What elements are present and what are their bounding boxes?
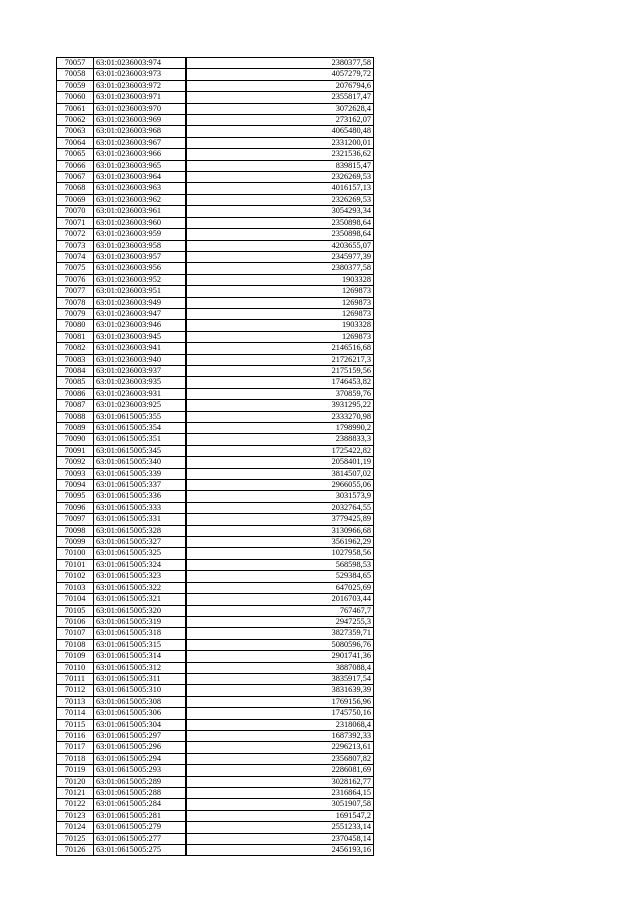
cadastral-value-cell: 4065480,48 bbox=[186, 126, 374, 137]
row-number-cell: 70067 bbox=[57, 172, 94, 183]
cadastral-value-cell: 1269873 bbox=[186, 331, 374, 342]
cadastral-value-cell: 370859,76 bbox=[186, 388, 374, 399]
cadastral-number-cell: 63:01:0615005:318 bbox=[94, 628, 186, 639]
row-number-cell: 70126 bbox=[57, 845, 94, 856]
row-number-cell: 70092 bbox=[57, 457, 94, 468]
row-number-cell: 70093 bbox=[57, 468, 94, 479]
cadastral-value-cell: 3814507,02 bbox=[186, 468, 374, 479]
table-row bbox=[57, 160, 374, 171]
row-number-cell: 70100 bbox=[57, 548, 94, 559]
cadastral-number-cell: 63:01:0236003:958 bbox=[94, 240, 186, 251]
table-row bbox=[57, 651, 374, 662]
cadastral-value-cell: 3779425,89 bbox=[186, 514, 374, 525]
row-number-cell: 70090 bbox=[57, 434, 94, 445]
cadastral-value-cell: 529384,65 bbox=[186, 571, 374, 582]
table-row bbox=[57, 263, 374, 274]
cadastral-value-cell: 3130966,68 bbox=[186, 525, 374, 536]
row-number-cell: 70109 bbox=[57, 651, 94, 662]
table-row bbox=[57, 251, 374, 262]
row-number-cell: 70061 bbox=[57, 103, 94, 114]
row-number-cell: 70117 bbox=[57, 742, 94, 753]
table-row bbox=[57, 822, 374, 833]
cadastral-value-cell: 1798990,2 bbox=[186, 423, 374, 434]
cadastral-number-cell: 63:01:0615005:312 bbox=[94, 662, 186, 673]
cadastral-value-cell: 3561962,29 bbox=[186, 537, 374, 548]
cadastral-number-cell: 63:01:0615005:277 bbox=[94, 833, 186, 844]
table-row bbox=[57, 445, 374, 456]
cadastral-value-table bbox=[56, 57, 374, 856]
row-number-cell: 70122 bbox=[57, 799, 94, 810]
cadastral-number-cell: 63:01:0615005:325 bbox=[94, 548, 186, 559]
table-row bbox=[57, 320, 374, 331]
row-number-cell: 70118 bbox=[57, 753, 94, 764]
cadastral-value-cell: 2370458,14 bbox=[186, 833, 374, 844]
table-row bbox=[57, 468, 374, 479]
row-number-cell: 70060 bbox=[57, 92, 94, 103]
cadastral-number-cell: 63:01:0615005:333 bbox=[94, 502, 186, 513]
row-number-cell: 70121 bbox=[57, 788, 94, 799]
row-number-cell: 70110 bbox=[57, 662, 94, 673]
cadastral-number-cell: 63:01:0615005:336 bbox=[94, 491, 186, 502]
table-row bbox=[57, 206, 374, 217]
cadastral-value-cell: 2966055,06 bbox=[186, 480, 374, 491]
row-number-cell: 70066 bbox=[57, 160, 94, 171]
table-row bbox=[57, 537, 374, 548]
table-row bbox=[57, 788, 374, 799]
cadastral-number-cell: 63:01:0236003:935 bbox=[94, 377, 186, 388]
cadastral-value-cell: 2356807,82 bbox=[186, 753, 374, 764]
cadastral-value-cell: 2321536,62 bbox=[186, 149, 374, 160]
row-number-cell: 70108 bbox=[57, 639, 94, 650]
row-number-cell: 70119 bbox=[57, 765, 94, 776]
cadastral-number-cell: 63:01:0236003:964 bbox=[94, 172, 186, 183]
cadastral-number-cell: 63:01:0236003:961 bbox=[94, 206, 186, 217]
row-number-cell: 70080 bbox=[57, 320, 94, 331]
cadastral-value-cell: 647025,69 bbox=[186, 582, 374, 593]
cadastral-number-cell: 63:01:0236003:968 bbox=[94, 126, 186, 137]
cadastral-number-cell: 63:01:0615005:328 bbox=[94, 525, 186, 536]
cadastral-value-cell: 2380377,58 bbox=[186, 263, 374, 274]
row-number-cell: 70111 bbox=[57, 673, 94, 684]
row-number-cell: 70095 bbox=[57, 491, 94, 502]
table-row bbox=[57, 377, 374, 388]
cadastral-number-cell: 63:01:0615005:351 bbox=[94, 434, 186, 445]
cadastral-number-cell: 63:01:0615005:288 bbox=[94, 788, 186, 799]
cadastral-value-cell: 2345977,39 bbox=[186, 251, 374, 262]
cadastral-number-cell: 63:01:0615005:310 bbox=[94, 685, 186, 696]
cadastral-number-cell: 63:01:0236003:967 bbox=[94, 137, 186, 148]
row-number-cell: 70088 bbox=[57, 411, 94, 422]
table-row bbox=[57, 480, 374, 491]
row-number-cell: 70101 bbox=[57, 559, 94, 570]
cadastral-value-cell: 2380377,58 bbox=[186, 58, 374, 69]
row-number-cell: 70094 bbox=[57, 480, 94, 491]
cadastral-number-cell: 63:01:0236003:969 bbox=[94, 115, 186, 126]
table-row bbox=[57, 365, 374, 376]
cadastral-value-cell: 3031573,9 bbox=[186, 491, 374, 502]
cadastral-value-cell: 3072628,4 bbox=[186, 103, 374, 114]
cadastral-number-cell: 63:01:0615005:345 bbox=[94, 445, 186, 456]
cadastral-value-cell: 3931295,22 bbox=[186, 400, 374, 411]
row-number-cell: 70069 bbox=[57, 194, 94, 205]
row-number-cell: 70076 bbox=[57, 274, 94, 285]
row-number-cell: 70097 bbox=[57, 514, 94, 525]
table-row bbox=[57, 719, 374, 730]
cadastral-number-cell: 63:01:0615005:354 bbox=[94, 423, 186, 434]
cadastral-number-cell: 63:01:0236003:946 bbox=[94, 320, 186, 331]
row-number-cell: 70078 bbox=[57, 297, 94, 308]
table-row bbox=[57, 514, 374, 525]
row-number-cell: 70073 bbox=[57, 240, 94, 251]
table-row bbox=[57, 331, 374, 342]
table-row bbox=[57, 343, 374, 354]
row-number-cell: 70070 bbox=[57, 206, 94, 217]
table-row bbox=[57, 354, 374, 365]
cadastral-value-cell: 767467,7 bbox=[186, 605, 374, 616]
table-row bbox=[57, 594, 374, 605]
cadastral-number-cell: 63:01:0615005:327 bbox=[94, 537, 186, 548]
table-row bbox=[57, 765, 374, 776]
row-number-cell: 70120 bbox=[57, 776, 94, 787]
cadastral-value-cell: 1903328 bbox=[186, 320, 374, 331]
table-row bbox=[57, 799, 374, 810]
row-number-cell: 70072 bbox=[57, 229, 94, 240]
cadastral-value-cell: 2146516,68 bbox=[186, 343, 374, 354]
cadastral-number-cell: 63:01:0236003:951 bbox=[94, 286, 186, 297]
row-number-cell: 70116 bbox=[57, 730, 94, 741]
row-number-cell: 70124 bbox=[57, 822, 94, 833]
cadastral-value-cell: 1903328 bbox=[186, 274, 374, 285]
table-row bbox=[57, 673, 374, 684]
row-number-cell: 70085 bbox=[57, 377, 94, 388]
cadastral-value-cell: 2296213,61 bbox=[186, 742, 374, 753]
row-number-cell: 70081 bbox=[57, 331, 94, 342]
row-number-cell: 70089 bbox=[57, 423, 94, 434]
cadastral-number-cell: 63:01:0236003:973 bbox=[94, 69, 186, 80]
cadastral-value-cell: 2947255,3 bbox=[186, 616, 374, 627]
cadastral-number-cell: 63:01:0615005:315 bbox=[94, 639, 186, 650]
row-number-cell: 70068 bbox=[57, 183, 94, 194]
cadastral-number-cell: 63:01:0615005:281 bbox=[94, 810, 186, 821]
table-row bbox=[57, 149, 374, 160]
cadastral-value-cell: 3028162,77 bbox=[186, 776, 374, 787]
table-row bbox=[57, 639, 374, 650]
cadastral-number-cell: 63:01:0236003:974 bbox=[94, 58, 186, 69]
row-number-cell: 70114 bbox=[57, 708, 94, 719]
row-number-cell: 70065 bbox=[57, 149, 94, 160]
cadastral-number-cell: 63:01:0615005:331 bbox=[94, 514, 186, 525]
table-row bbox=[57, 582, 374, 593]
table-row bbox=[57, 308, 374, 319]
cadastral-value-cell: 2076794,6 bbox=[186, 80, 374, 91]
cadastral-value-cell: 2032764,55 bbox=[186, 502, 374, 513]
cadastral-value-cell: 2355817,47 bbox=[186, 92, 374, 103]
cadastral-number-cell: 63:01:0236003:966 bbox=[94, 149, 186, 160]
table-row bbox=[57, 274, 374, 285]
cadastral-value-cell: 1691547,2 bbox=[186, 810, 374, 821]
cadastral-value-cell: 4203655,07 bbox=[186, 240, 374, 251]
cadastral-number-cell: 63:01:0615005:279 bbox=[94, 822, 186, 833]
cadastral-number-cell: 63:01:0236003:965 bbox=[94, 160, 186, 171]
cadastral-number-cell: 63:01:0615005:321 bbox=[94, 594, 186, 605]
row-number-cell: 70058 bbox=[57, 69, 94, 80]
table-row bbox=[57, 559, 374, 570]
table-row bbox=[57, 502, 374, 513]
cadastral-value-cell: 2175159,56 bbox=[186, 365, 374, 376]
cadastral-value-cell: 2326269,53 bbox=[186, 172, 374, 183]
cadastral-value-cell: 1745750,16 bbox=[186, 708, 374, 719]
table-row bbox=[57, 137, 374, 148]
cadastral-number-cell: 63:01:0236003:970 bbox=[94, 103, 186, 114]
cadastral-value-cell: 1269873 bbox=[186, 308, 374, 319]
cadastral-number-cell: 63:01:0615005:340 bbox=[94, 457, 186, 468]
cadastral-number-cell: 63:01:0236003:959 bbox=[94, 229, 186, 240]
row-number-cell: 70074 bbox=[57, 251, 94, 262]
document-page bbox=[56, 57, 374, 856]
row-number-cell: 70063 bbox=[57, 126, 94, 137]
cadastral-number-cell: 63:01:0615005:284 bbox=[94, 799, 186, 810]
cadastral-value-cell: 5080596,76 bbox=[186, 639, 374, 650]
cadastral-number-cell: 63:01:0236003:972 bbox=[94, 80, 186, 91]
table-row bbox=[57, 833, 374, 844]
cadastral-value-cell: 1687392,33 bbox=[186, 730, 374, 741]
cadastral-number-cell: 63:01:0615005:319 bbox=[94, 616, 186, 627]
row-number-cell: 70077 bbox=[57, 286, 94, 297]
cadastral-number-cell: 63:01:0615005:297 bbox=[94, 730, 186, 741]
row-number-cell: 70096 bbox=[57, 502, 94, 513]
cadastral-value-cell: 2350898,64 bbox=[186, 217, 374, 228]
cadastral-value-cell: 3054293,34 bbox=[186, 206, 374, 217]
cadastral-number-cell: 63:01:0615005:314 bbox=[94, 651, 186, 662]
table-row bbox=[57, 742, 374, 753]
cadastral-value-cell: 1269873 bbox=[186, 286, 374, 297]
cadastral-number-cell: 63:01:0615005:296 bbox=[94, 742, 186, 753]
table-row bbox=[57, 388, 374, 399]
cadastral-value-cell: 3835917,54 bbox=[186, 673, 374, 684]
cadastral-value-cell: 1725422,82 bbox=[186, 445, 374, 456]
cadastral-value-cell: 2316864,15 bbox=[186, 788, 374, 799]
table-row bbox=[57, 525, 374, 536]
row-number-cell: 70075 bbox=[57, 263, 94, 274]
cadastral-number-cell: 63:01:0615005:306 bbox=[94, 708, 186, 719]
cadastral-value-cell: 1769156,96 bbox=[186, 696, 374, 707]
table-row bbox=[57, 685, 374, 696]
cadastral-value-cell: 2016703,44 bbox=[186, 594, 374, 605]
table-row bbox=[57, 80, 374, 91]
table-row bbox=[57, 548, 374, 559]
row-number-cell: 70084 bbox=[57, 365, 94, 376]
row-number-cell: 70064 bbox=[57, 137, 94, 148]
table-row bbox=[57, 753, 374, 764]
row-number-cell: 70102 bbox=[57, 571, 94, 582]
row-number-cell: 70091 bbox=[57, 445, 94, 456]
row-number-cell: 70079 bbox=[57, 308, 94, 319]
cadastral-value-cell: 3887088,4 bbox=[186, 662, 374, 673]
table-row bbox=[57, 194, 374, 205]
table-row bbox=[57, 571, 374, 582]
cadastral-value-cell: 2551233,14 bbox=[186, 822, 374, 833]
row-number-cell: 70123 bbox=[57, 810, 94, 821]
table-row bbox=[57, 240, 374, 251]
cadastral-value-cell: 1269873 bbox=[186, 297, 374, 308]
cadastral-value-cell: 568598,53 bbox=[186, 559, 374, 570]
row-number-cell: 70112 bbox=[57, 685, 94, 696]
row-number-cell: 70103 bbox=[57, 582, 94, 593]
table-row bbox=[57, 616, 374, 627]
table-row bbox=[57, 628, 374, 639]
cadastral-number-cell: 63:01:0615005:320 bbox=[94, 605, 186, 616]
table-row bbox=[57, 92, 374, 103]
cadastral-number-cell: 63:01:0615005:308 bbox=[94, 696, 186, 707]
cadastral-number-cell: 63:01:0236003:963 bbox=[94, 183, 186, 194]
table-row bbox=[57, 491, 374, 502]
row-number-cell: 70107 bbox=[57, 628, 94, 639]
cadastral-value-cell: 4016157,13 bbox=[186, 183, 374, 194]
row-number-cell: 70057 bbox=[57, 58, 94, 69]
cadastral-value-cell: 2901741,36 bbox=[186, 651, 374, 662]
row-number-cell: 70098 bbox=[57, 525, 94, 536]
cadastral-value-cell: 21726217,3 bbox=[186, 354, 374, 365]
cadastral-number-cell: 63:01:0615005:337 bbox=[94, 480, 186, 491]
cadastral-number-cell: 63:01:0615005:322 bbox=[94, 582, 186, 593]
row-number-cell: 70115 bbox=[57, 719, 94, 730]
cadastral-value-cell: 2286081,69 bbox=[186, 765, 374, 776]
cadastral-value-cell: 839815,47 bbox=[186, 160, 374, 171]
cadastral-value-cell: 2058401,19 bbox=[186, 457, 374, 468]
table-row bbox=[57, 776, 374, 787]
cadastral-value-cell: 1746453,82 bbox=[186, 377, 374, 388]
cadastral-value-cell: 2326269,53 bbox=[186, 194, 374, 205]
table-row bbox=[57, 662, 374, 673]
table-row bbox=[57, 115, 374, 126]
table-row bbox=[57, 605, 374, 616]
row-number-cell: 70062 bbox=[57, 115, 94, 126]
cadastral-number-cell: 63:01:0236003:971 bbox=[94, 92, 186, 103]
cadastral-number-cell: 63:01:0615005:311 bbox=[94, 673, 186, 684]
cadastral-number-cell: 63:01:0236003:931 bbox=[94, 388, 186, 399]
cadastral-value-cell: 1027958,56 bbox=[186, 548, 374, 559]
cadastral-value-cell: 2350898,64 bbox=[186, 229, 374, 240]
row-number-cell: 70104 bbox=[57, 594, 94, 605]
cadastral-number-cell: 63:01:0236003:925 bbox=[94, 400, 186, 411]
cadastral-number-cell: 63:01:0236003:960 bbox=[94, 217, 186, 228]
row-number-cell: 70087 bbox=[57, 400, 94, 411]
cadastral-number-cell: 63:01:0236003:937 bbox=[94, 365, 186, 376]
cadastral-number-cell: 63:01:0615005:323 bbox=[94, 571, 186, 582]
row-number-cell: 70105 bbox=[57, 605, 94, 616]
table-row bbox=[57, 400, 374, 411]
row-number-cell: 70082 bbox=[57, 343, 94, 354]
cadastral-number-cell: 63:01:0615005:275 bbox=[94, 845, 186, 856]
row-number-cell: 70113 bbox=[57, 696, 94, 707]
cadastral-number-cell: 63:01:0615005:339 bbox=[94, 468, 186, 479]
table-row bbox=[57, 229, 374, 240]
cadastral-number-cell: 63:01:0615005:304 bbox=[94, 719, 186, 730]
cadastral-number-cell: 63:01:0615005:294 bbox=[94, 753, 186, 764]
cadastral-value-cell: 2331200,01 bbox=[186, 137, 374, 148]
cadastral-number-cell: 63:01:0236003:952 bbox=[94, 274, 186, 285]
table-row bbox=[57, 126, 374, 137]
table-row bbox=[57, 845, 374, 856]
table-row bbox=[57, 411, 374, 422]
table-row bbox=[57, 810, 374, 821]
cadastral-value-cell: 273162,07 bbox=[186, 115, 374, 126]
cadastral-number-cell: 63:01:0236003:962 bbox=[94, 194, 186, 205]
table-row bbox=[57, 696, 374, 707]
row-number-cell: 70071 bbox=[57, 217, 94, 228]
cadastral-number-cell: 63:01:0236003:956 bbox=[94, 263, 186, 274]
cadastral-number-cell: 63:01:0615005:293 bbox=[94, 765, 186, 776]
table-row bbox=[57, 730, 374, 741]
table-row bbox=[57, 217, 374, 228]
cadastral-number-cell: 63:01:0236003:947 bbox=[94, 308, 186, 319]
cadastral-number-cell: 63:01:0236003:957 bbox=[94, 251, 186, 262]
table-row bbox=[57, 286, 374, 297]
cadastral-number-cell: 63:01:0236003:940 bbox=[94, 354, 186, 365]
table-row bbox=[57, 172, 374, 183]
table-row bbox=[57, 183, 374, 194]
cadastral-value-cell: 2333270,98 bbox=[186, 411, 374, 422]
table-row bbox=[57, 457, 374, 468]
table-row bbox=[57, 297, 374, 308]
cadastral-number-cell: 63:01:0236003:941 bbox=[94, 343, 186, 354]
row-number-cell: 70099 bbox=[57, 537, 94, 548]
table-row bbox=[57, 423, 374, 434]
cadastral-number-cell: 63:01:0236003:945 bbox=[94, 331, 186, 342]
table-row bbox=[57, 434, 374, 445]
cadastral-value-cell: 4057279,72 bbox=[186, 69, 374, 80]
cadastral-number-cell: 63:01:0615005:324 bbox=[94, 559, 186, 570]
row-number-cell: 70125 bbox=[57, 833, 94, 844]
table-row bbox=[57, 58, 374, 69]
cadastral-value-cell: 3051907,58 bbox=[186, 799, 374, 810]
row-number-cell: 70086 bbox=[57, 388, 94, 399]
row-number-cell: 70106 bbox=[57, 616, 94, 627]
cadastral-value-cell: 2318068,4 bbox=[186, 719, 374, 730]
table-row bbox=[57, 708, 374, 719]
cadastral-value-cell: 2388833,3 bbox=[186, 434, 374, 445]
table-body bbox=[57, 58, 374, 856]
row-number-cell: 70083 bbox=[57, 354, 94, 365]
table-row bbox=[57, 69, 374, 80]
cadastral-number-cell: 63:01:0615005:289 bbox=[94, 776, 186, 787]
cadastral-value-cell: 3827359,71 bbox=[186, 628, 374, 639]
cadastral-number-cell: 63:01:0236003:949 bbox=[94, 297, 186, 308]
table-row bbox=[57, 103, 374, 114]
row-number-cell: 70059 bbox=[57, 80, 94, 91]
cadastral-number-cell: 63:01:0615005:355 bbox=[94, 411, 186, 422]
cadastral-value-cell: 2456193,16 bbox=[186, 845, 374, 856]
cadastral-value-cell: 3831639,39 bbox=[186, 685, 374, 696]
